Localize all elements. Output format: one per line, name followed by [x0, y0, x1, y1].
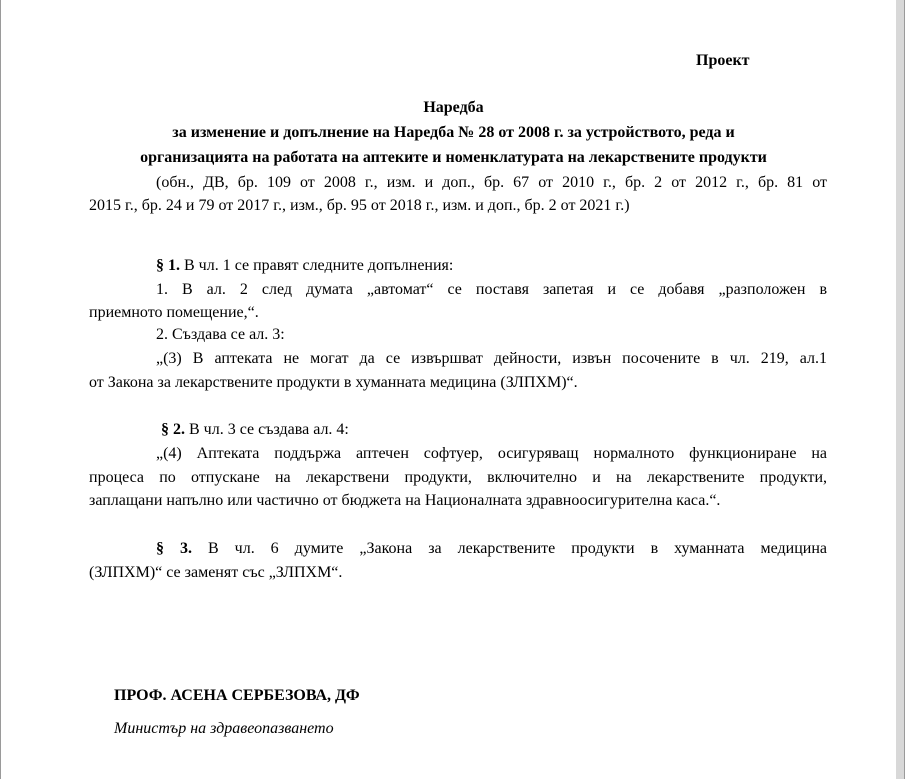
section-1-new-para-line2: от Закона за лекарствените продукти в хуманната медицина (ЗЛПХМ)“. [89, 374, 578, 391]
section-1-item-1-line2: приемното помещение,“. [89, 304, 259, 321]
section-1-item-2: 2. Създава се ал. 3: [156, 326, 285, 343]
signatory-name: ПРОФ. АСЕНА СЕРБЕЗОВА, ДФ [114, 687, 360, 704]
section-2-text-line1: „(4) Аптеката поддържа аптечен софтуер, осигуряващ нормалното функциониране на [156, 445, 827, 462]
title-heading: Наредба [423, 99, 484, 116]
section-1-new-para-line1: „(3) В аптеката не могат да се извършват дейности, извън посочените в чл. 219, ал.1 [156, 350, 827, 367]
section-3-mark: § 3. [156, 540, 192, 557]
section-1-item-1-line1: 1. В ал. 2 след думата „автомат“ се поставя запетая и се добавя „разположен в [156, 281, 827, 298]
signatory-role [114, 718, 334, 740]
publication-note-line2: 2015 г., бр. 24 и 79 от 2017 г., изм., бр. 95 от 2018 г., изм. и доп., бр. 2 от 2021 г.) [89, 197, 630, 214]
section-2-intro [161, 419, 349, 441]
section-2-text-line2: процеса по отпускане на лекарствени продукти, включително и на лекарствените продукти, [89, 469, 827, 486]
section-2-text-line3: заплащани напълно или частично от бюджета на Националната здравноосигурителна каса.“. [89, 492, 721, 509]
title-subtitle-line2: организацията на работата на аптеките и номенклатурата на лекарствените продукти [140, 149, 767, 166]
section-2-intro-text: В чл. 3 се създава ал. 4: [185, 421, 349, 438]
signatory-role-text: Министър на здравеопазването [114, 720, 334, 737]
section-1-intro [156, 255, 453, 277]
publication-note-line1: (обн., ДВ, бр. 109 от 2008 г., изм. и доп., бр. 67 от 2010 г., бр. 2 от 2012 г., бр. 81 от [156, 174, 827, 191]
section-1-intro-text: В чл. 1 се правят следните допълнения: [180, 257, 454, 274]
section-3-line2: (ЗЛПХМ)“ се заменят със „ЗЛПХМ“. [89, 564, 343, 581]
section-3-line1 [156, 538, 827, 560]
section-3-text: В чл. 6 думите „Закона за лекарствените продукти в хуманната медицина [192, 540, 828, 557]
section-1-mark: § 1. [156, 257, 180, 274]
title-subtitle-line1: за изменение и допълнение на Наредба № 28 от 2008 г. за устройството, реда и [172, 124, 735, 141]
draft-label: Проект [696, 52, 750, 69]
section-2-mark: § 2. [161, 421, 185, 438]
